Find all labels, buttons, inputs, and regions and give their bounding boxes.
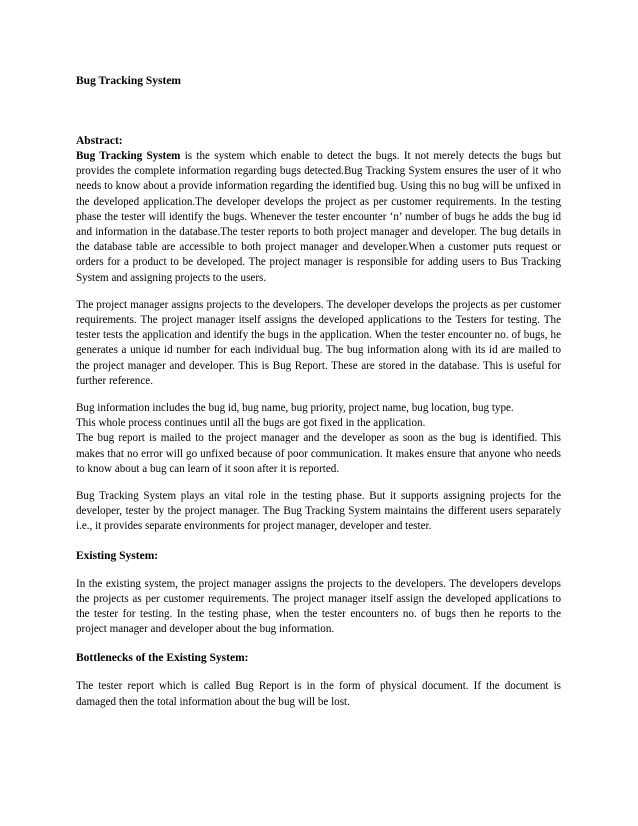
abstract-lead: Bug Tracking System <box>76 150 181 162</box>
paragraph-process-continues: This whole process continues until all the bugs are got fixed in the application. <box>76 417 426 430</box>
existing-system-paragraph: In the existing system, the project manager assigns the projects to the developers. The developers develops the projects as per customer requirements. The project manager itself assign the developed applications to the tester for testing. In the testing phase, when the tester encounters no. of bugs then he reports to the project manager and developer about the bug information. <box>76 577 561 636</box>
bottlenecks-heading: Bottlenecks of the Existing System: <box>76 652 249 665</box>
paragraph-bug-report: The bug report is mailed to the project manager and the developer as soon as the bug is identified. This makes that no error will go unfixed because of poor communication. It makes ensure that anyone who needs to know about a bug can learn of it soon after it is reported. <box>76 432 561 475</box>
paragraph-bug-information: Bug information includes the bug id, bug name, bug priority, project name, bug location, bug type. <box>76 402 514 415</box>
abstract-text: is the system which enable to detect the bugs. It not merely detects the bugs but provides the complete information regarding bugs detected.Bug Tracking System ensures the user of it who needs to know about a provide information regarding the identified bug. Using this no bug will be unfixed in the developed application.The developer develops the project as per customer requirements. In the testing phase the tester will identify the bugs. Whenever the tester encounter ‘n’ number of bugs he adds the bug id and information in the database.The tester reports to both project manager and developer. The bug details in the database table are accessible to both project manager and developer.When a customer puts request or orders for a product to be developed. The project manager is responsible for adding users to Bus Tracking System and assigning projects to the users. <box>76 150 561 284</box>
existing-system-heading: Existing System: <box>76 549 159 562</box>
paragraph-project-manager: The project manager assigns projects to the developers. The developer develops the projects as per customer requirements. The project manager itself assigns the developed applications to the Testers for testing. The tester tests the application and identify the bugs in the application. When the tester encounter no. of bugs, he generates a unique id number for each individual bug. The bug information along with its id are mailed to the project manager and developer. This is Bug Report. These are stored in the database. This is useful for further reference. <box>76 298 561 387</box>
abstract-heading: Abstract: <box>76 135 123 147</box>
paragraph-vital-role: Bug Tracking System plays an vital role in the testing phase. But it supports assigning projects for the developer, tester by the project manager. The Bug Tracking System maintains the different users separately i.e., it provides separate environments for project manager, developer and tester. <box>76 490 561 533</box>
document-body <box>76 134 561 710</box>
document-title: Bug Tracking System <box>76 75 182 87</box>
bottlenecks-paragraph: The tester report which is called Bug Report is in the form of physical document. If the document is damaged then the total information about the bug will be lost. <box>76 680 561 708</box>
abstract-paragraph <box>76 149 561 286</box>
